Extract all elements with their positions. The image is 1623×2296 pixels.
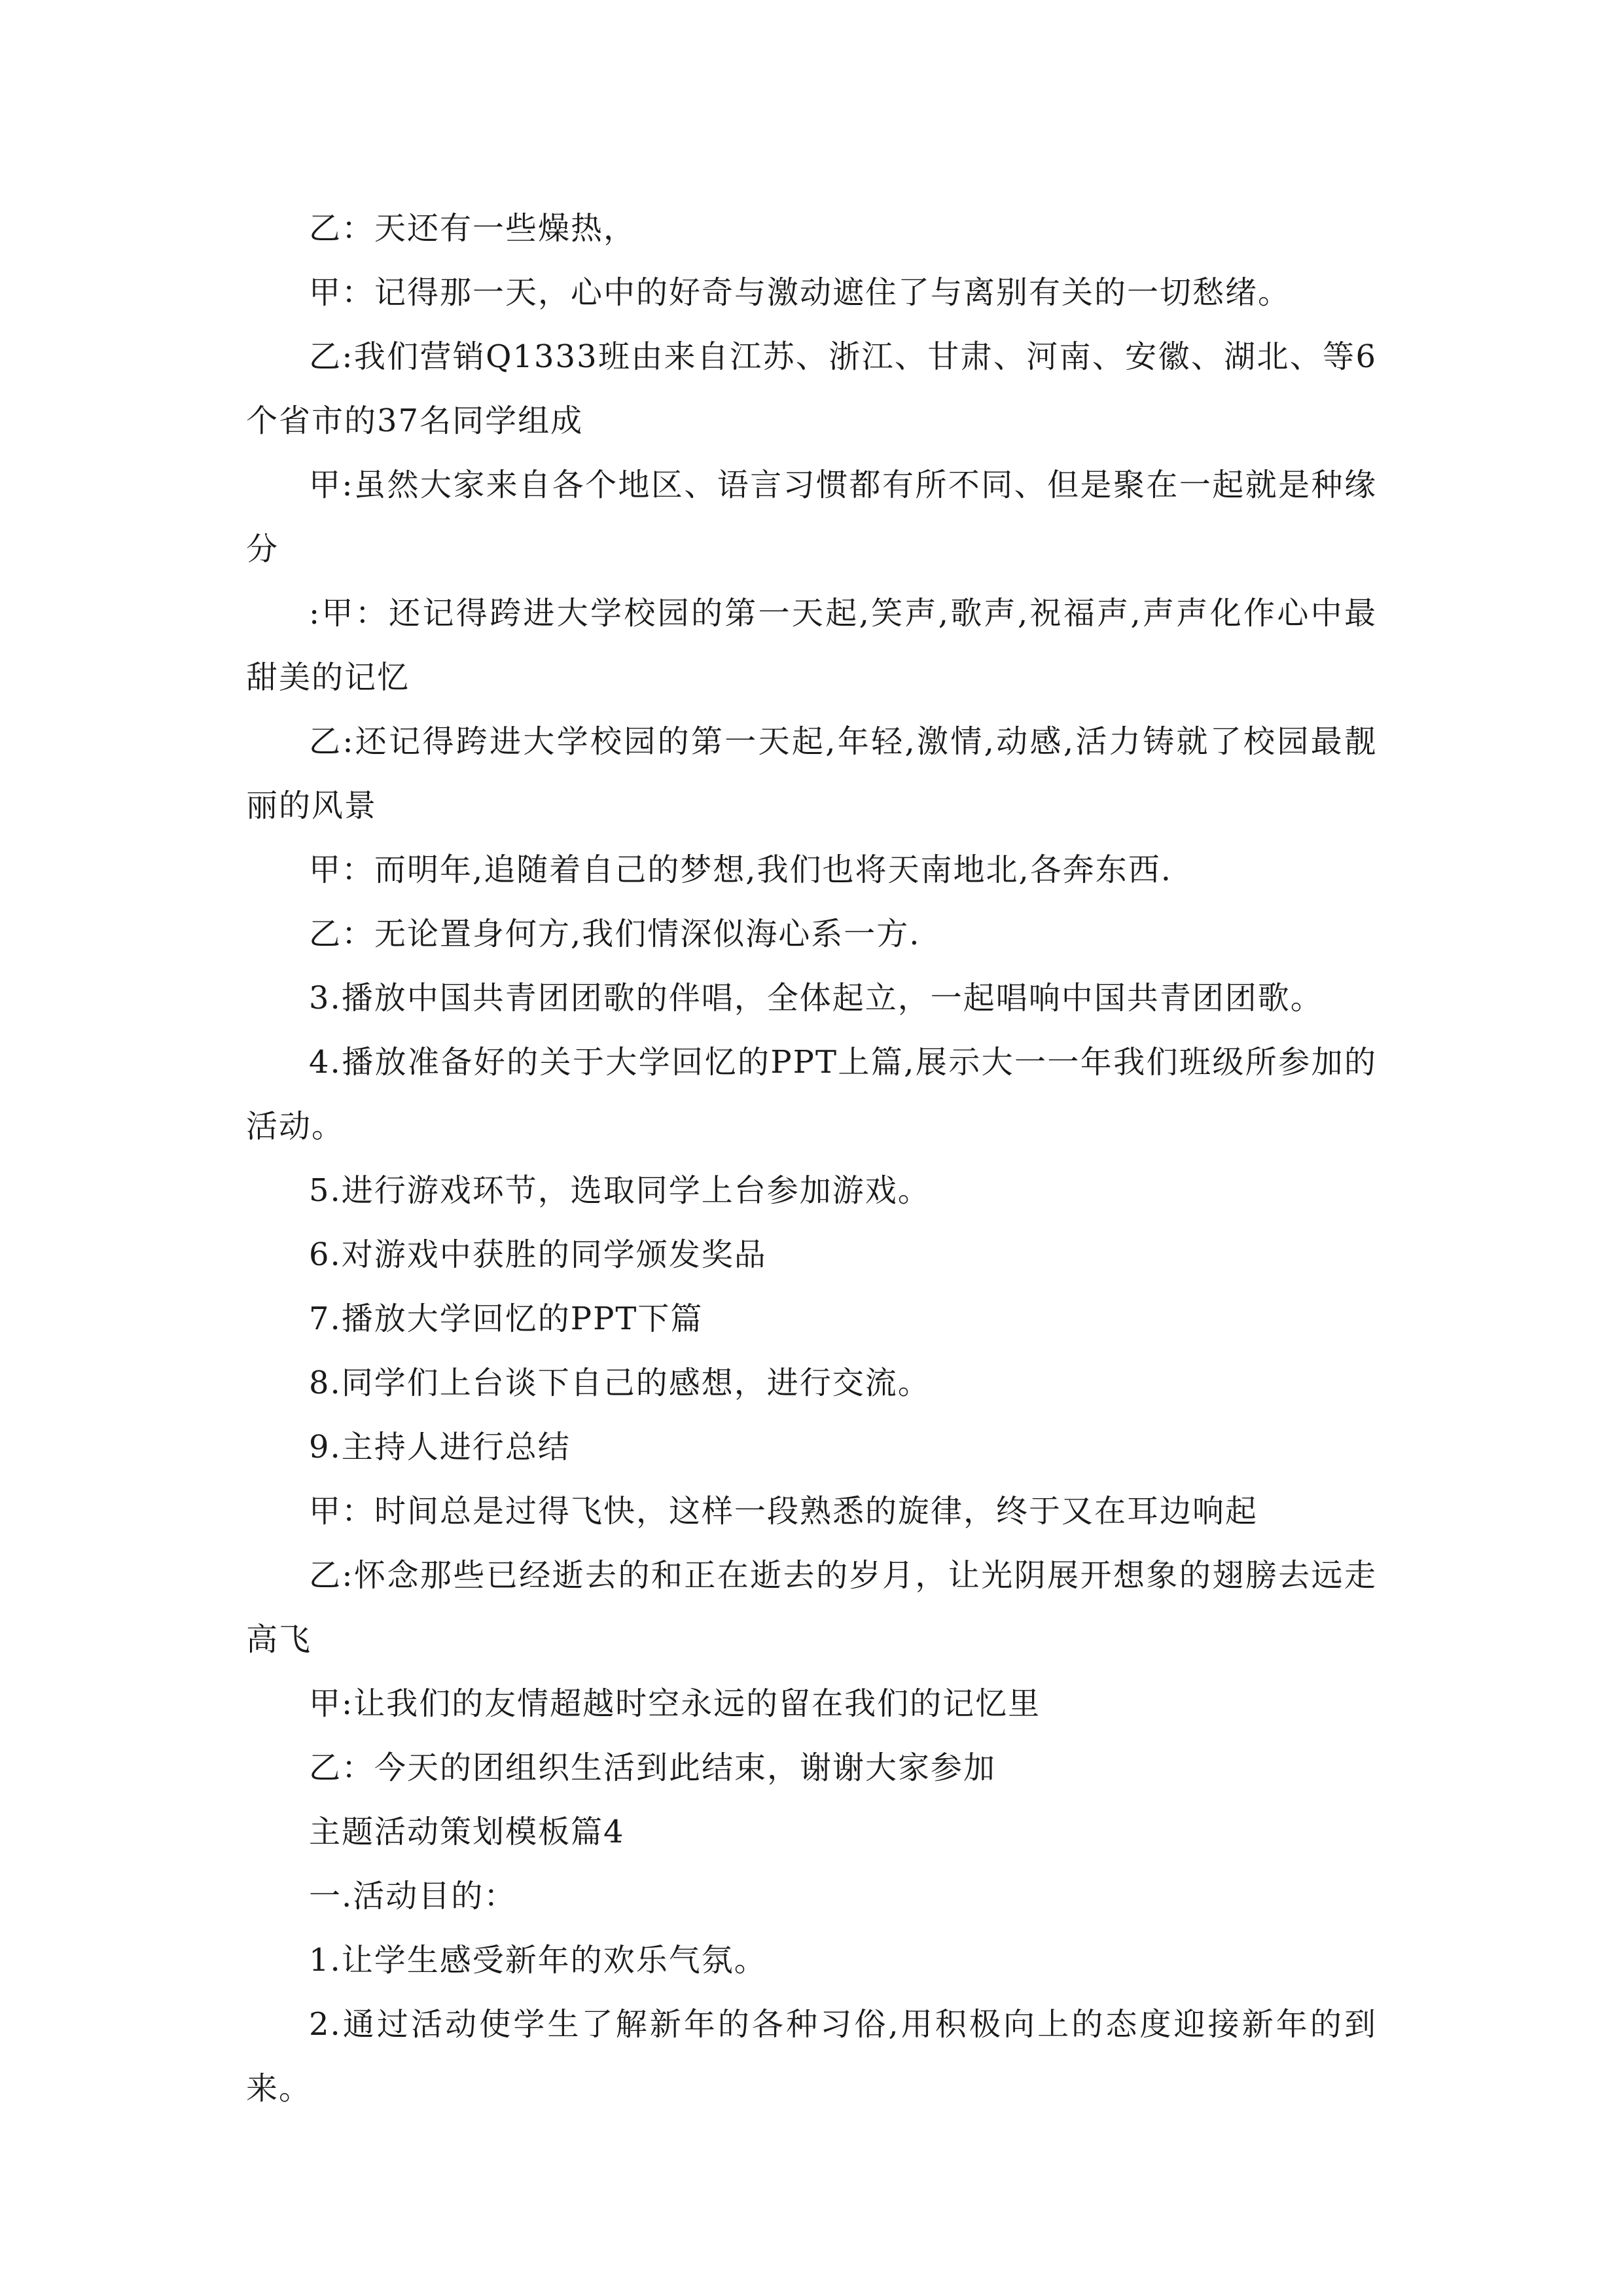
paragraph-1: 乙：天还有一些燥热， [309, 210, 637, 247]
subsection-heading: 一.活动目的： [309, 1878, 517, 1914]
paragraph-19: 乙：今天的团组织生活到此结束，谢谢大家参加 [309, 1749, 997, 1786]
paragraph-5: :甲：还记得跨进大学校园的第一天起,笑声,歌声,祝福声,声声化作心中最甜美的记忆 [246, 595, 1377, 696]
document-body [246, 196, 1377, 2121]
list-item-9: 9.主持人进行总结 [309, 1429, 571, 1465]
list-item-6: 6.对游戏中获胜的同学颁发奖品 [309, 1236, 767, 1273]
list-item-7: 7.播放大学回忆的PPT下篇 [309, 1300, 704, 1337]
list-item-3: 3.播放中国共青团团歌的伴唱，全体起立，一起唱响中国共青团团歌。 [309, 980, 1323, 1016]
paragraph-3: 乙:我们营销Q1333班由来自江苏、浙江、甘肃、河南、安徽、湖北、等6个省市的37名同学组成 [246, 338, 1377, 439]
paragraph-7: 甲：而明年,追随着自己的梦想,我们也将天南地北,各奔东西. [309, 852, 1173, 888]
list-item-5: 5.进行游戏环节，选取同学上台参加游戏。 [309, 1172, 931, 1209]
goal-item-1: 1.让学生感受新年的欢乐气氛。 [309, 1942, 767, 1979]
paragraph-4: 甲:虽然大家来自各个地区、语言习惯都有所不同、但是聚在一起就是种缘分 [246, 467, 1377, 567]
paragraph-6: 乙:还记得跨进大学校园的第一天起,年轻,激情,动感,活力铸就了校园最靓丽的风景 [246, 723, 1377, 824]
paragraph-17: 乙:怀念那些已经逝去的和正在逝去的岁月，让光阴展开想象的翅膀去远走高飞 [246, 1557, 1377, 1658]
goal-item-2: 2.通过活动使学生了解新年的各种习俗,用积极向上的态度迎接新年的到来。 [246, 2006, 1377, 2107]
list-item-8: 8.同学们上台谈下自己的感想，进行交流。 [309, 1365, 931, 1401]
paragraph-18: 甲:让我们的友情超越时空永远的留在我们的记忆里 [309, 1685, 1041, 1722]
paragraph-16: 甲：时间总是过得飞快，这样一段熟悉的旋律，终于又在耳边响起 [309, 1493, 1258, 1530]
section-heading: 主题活动策划模板篇4 [309, 1814, 625, 1850]
list-item-4: 4.播放准备好的关于大学回忆的PPT上篇,展示大一一年我们班级所参加的活动。 [246, 1044, 1377, 1145]
paragraph-8: 乙：无论置身何方,我们情深似海心系一方. [309, 916, 921, 952]
paragraph-2: 甲：记得那一天，心中的好奇与激动遮住了与离别有关的一切愁绪。 [309, 274, 1291, 311]
